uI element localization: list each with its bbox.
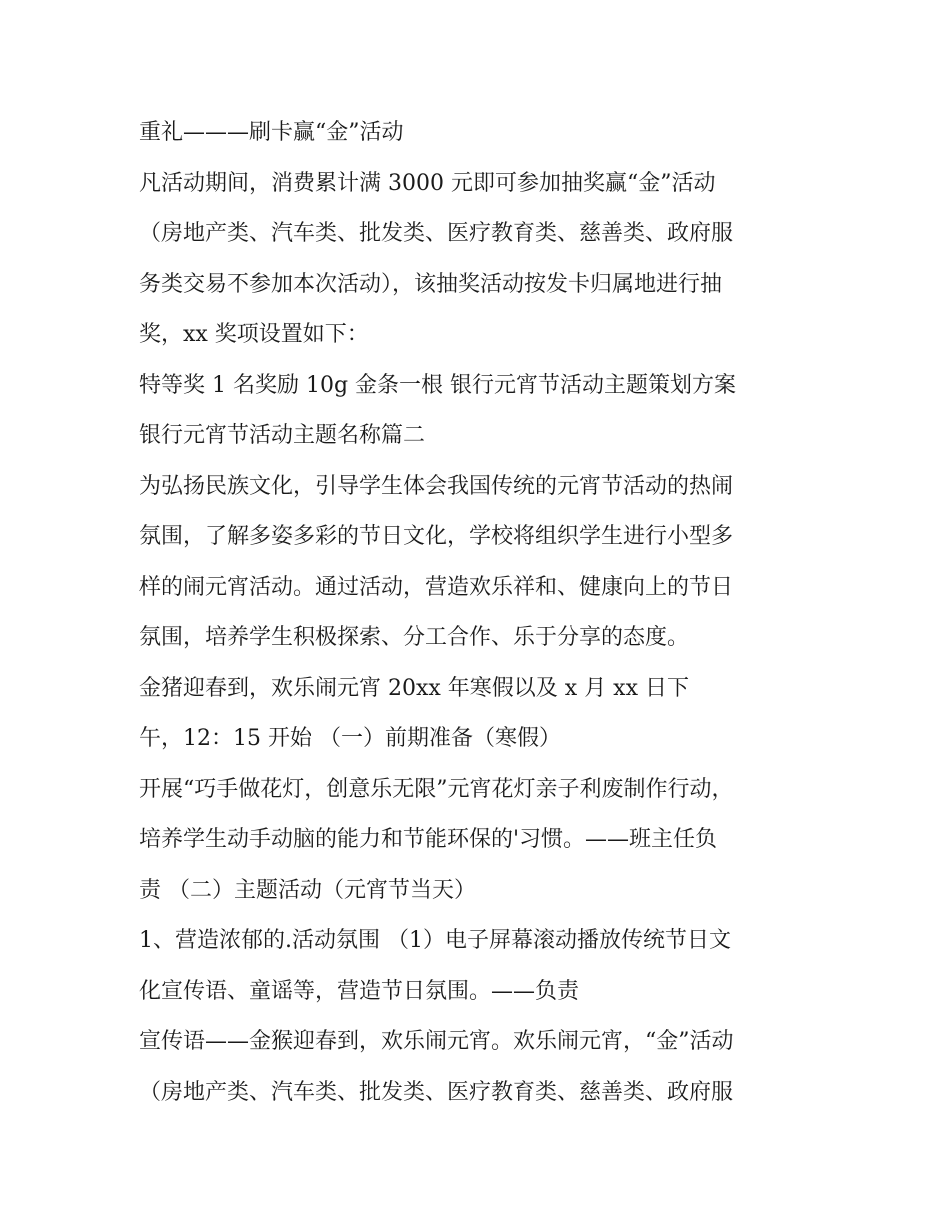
text-line: 银行元宵节活动主题名称篇二 xyxy=(139,423,426,448)
text-line: 午，12：15 开始 （一）前期准备（寒假） xyxy=(139,726,561,751)
text-line: 特等奖 1 名奖励 10g 金条一根 银行元宵节活动主题策划方案 xyxy=(139,372,737,398)
text-line: 开展“巧手做花灯，创意乐无限”元宵花灯亲子利废制作行动， xyxy=(139,776,734,802)
text-line: 化宣传语、童谣等，营造节日氛围。——负责 xyxy=(139,978,580,1004)
text-line: （房地产类、汽车类、批发类、医疗教育类、慈善类、政府服 xyxy=(139,221,734,246)
text-line: 1、营造浓郁的.活动氛围 （1）电子屏幕滚动播放传统节日文 xyxy=(139,928,731,953)
text-line: 宣传语——金猴迎春到，欢乐闹元宵。欢乐闹元宵，“金”活动 xyxy=(139,1029,734,1054)
text-line: 责 （二）主题活动（元宵节当天） xyxy=(139,877,476,903)
document-body xyxy=(139,108,829,1118)
text-line: （房地产类、汽车类、批发类、医疗教育类、慈善类、政府服 xyxy=(139,1079,734,1105)
text-line: 氛围，了解多姿多彩的节日文化，学校将组织学生进行小型多 xyxy=(139,524,734,549)
text-line: 重礼———刷卡赢“金”活动 xyxy=(139,120,404,145)
text-line: 凡活动期间，消费累计满 3000 元即可参加抽奖赢“金”活动 xyxy=(139,170,716,196)
text-line: 为弘扬民族文化，引导学生体会我国传统的元宵节活动的热闹 xyxy=(139,473,734,499)
text-line: 金猪迎春到，欢乐闹元宵 20xx 年寒假以及 x 月 xx 日下 xyxy=(139,675,689,701)
text-line: 样的闹元宵活动。通过活动，营造欢乐祥和、健康向上的节日 xyxy=(139,574,734,600)
text-line: 氛围，培养学生积极探索、分工合作、乐于分享的态度。 xyxy=(139,625,690,650)
text-line: 奖，xx 奖项设置如下： xyxy=(139,322,369,347)
text-line: 务类交易不参加本次活动），该抽奖活动按发卡归属地进行抽 xyxy=(139,271,723,297)
text-line: 培养学生动手动脑的能力和节能环保的'习惯。——班主任负 xyxy=(139,827,718,852)
